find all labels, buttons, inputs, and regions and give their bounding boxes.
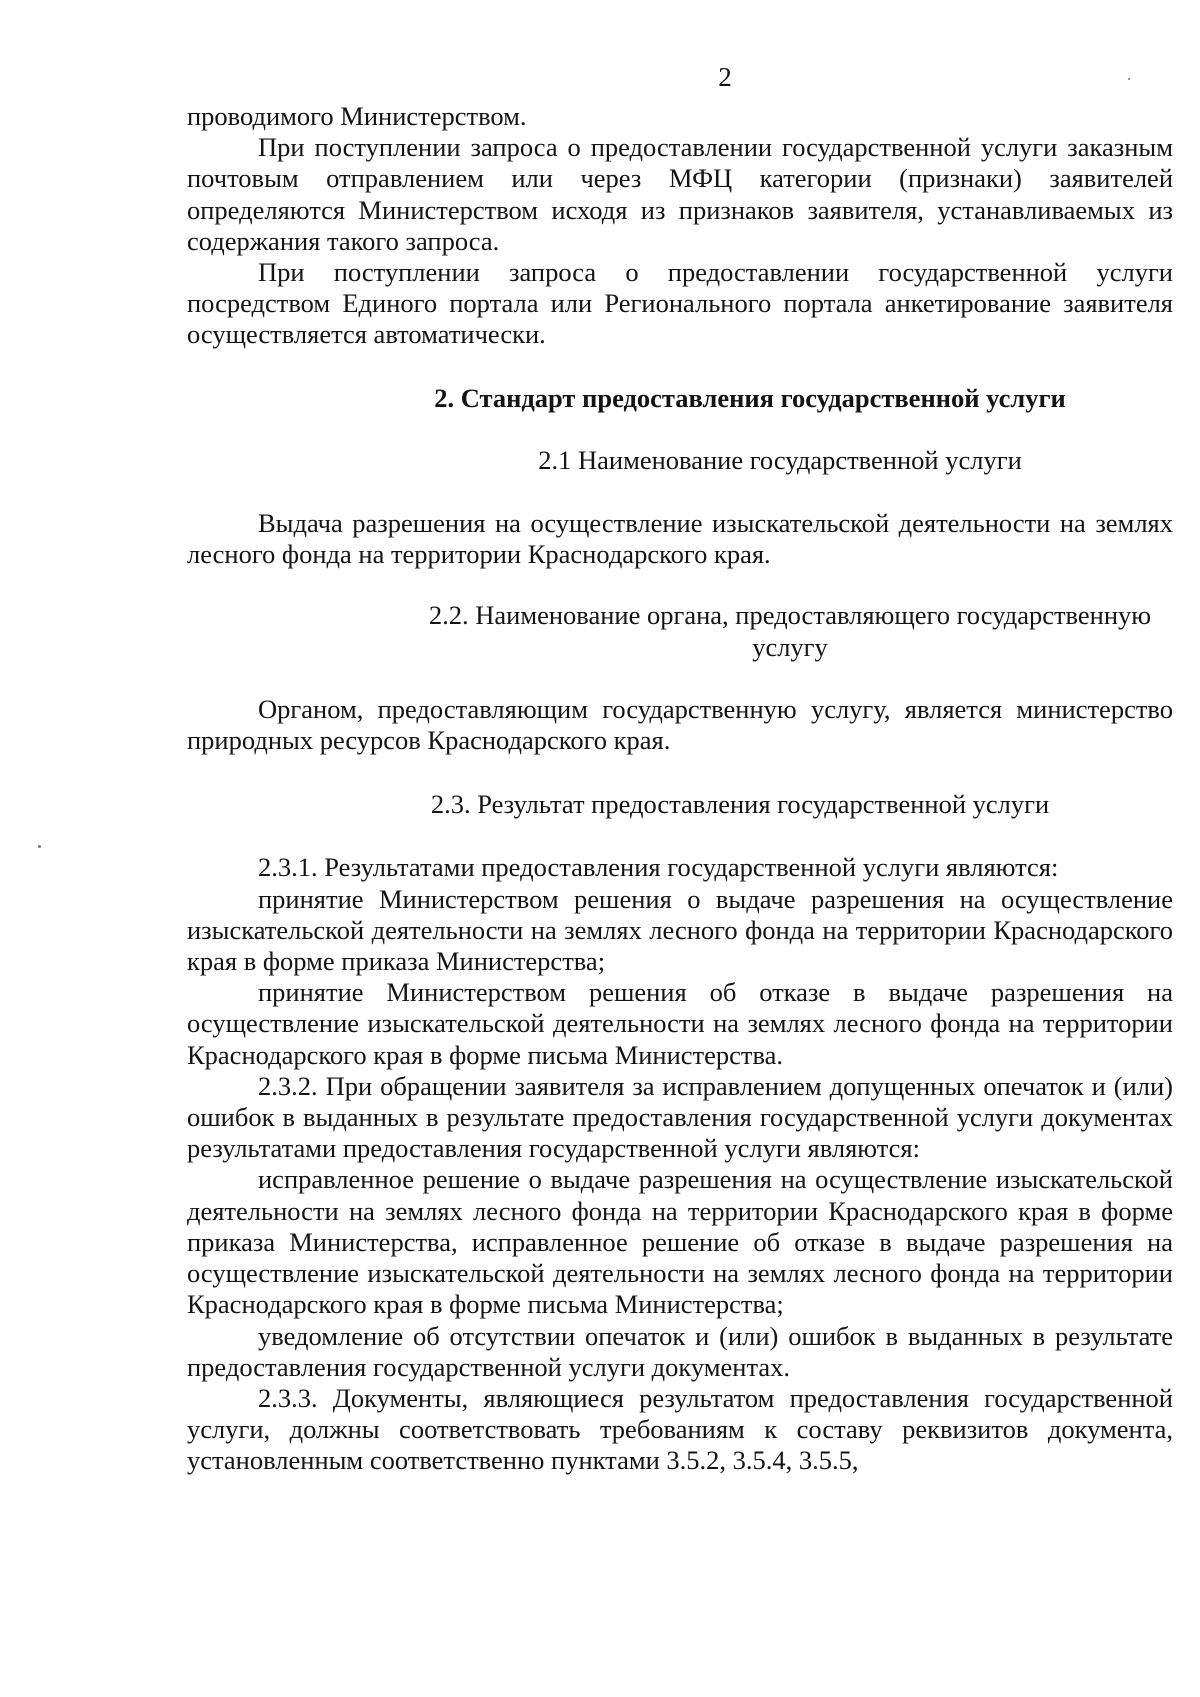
section-2-3-heading: 2.3. Результат предоставления государственной услуги — [430, 789, 1050, 820]
paragraph-2-3-2: 2.3.2. При обращении заявителя за исправлением допущенных опечаток и (или) ошибок в выданных в результате предоставления государственной услуги документах результатами предоставления государственной услуги являются: — [187, 1070, 1173, 1164]
document-page — [187, 62, 1173, 1477]
paragraph-2-3-2-item-corrected: исправленное решение о выдаче разрешения на осуществление изыскательской деятельности на землях лесного фонда на территории Краснодарского края в форме приказа Министерства, исправленное решение об отказе в выдаче разрешения на осуществление изыскательской деятельности на землях лесного фонда на территории Краснодарского края в форме письма Министерства; — [187, 1164, 1173, 1320]
paragraph-mail-request: При поступлении запроса о предоставлении государственной услуги заказным почтовым отправлением или через МФЦ категории (признаки) заявителей определяются Министерством исходя из признаков заявителя, устанавливаемых из содержания такого запроса. — [187, 132, 1173, 256]
section-2-2-text: Органом, предоставляющим государственную услугу, является министерство природных ресурсов Краснодарского края. — [187, 693, 1173, 756]
section-2-1-text: Выдача разрешения на осуществление изыскательской деятельности на землях лесного фонда на территории Краснодарского края. — [187, 508, 1173, 570]
paragraph-portal-request: При поступлении запроса о предоставлении государственной услуги посредством Единого портала или Регионального портала анкетирование заявителя осуществляется автоматически. — [187, 257, 1173, 350]
paragraph-2-3-1: 2.3.1. Результатами предоставления государственной услуги являются: — [258, 852, 1059, 883]
section-2-1-heading: 2.1 Наименование государственной услуги — [538, 444, 1022, 475]
paragraph-2-3-1-item-approval: принятие Министерством решения о выдаче разрешения на осуществление изыскательской деятельности на землях лесного фонда на территории Краснодарского края в форме приказа Министерства; — [187, 883, 1173, 977]
section-2-2-heading: 2.2. Наименование органа, предоставляющего государственную услугу — [428, 600, 1152, 662]
paragraph-2-3-1-item-refusal: принятие Министерством решения об отказе в выдаче разрешения на осуществление изыскательской деятельности на землях лесного фонда на территории Краснодарского края в форме письма Министерства. — [187, 977, 1173, 1070]
section-2-heading: 2. Стандарт предоставления государственной услуги — [434, 382, 1066, 413]
paragraph-2-3-2-item-notice: уведомление об отсутствии опечаток и (или) ошибок в выданных в результате предоставления государственной услуги документах. — [187, 1320, 1173, 1382]
paragraph-2-3-3: 2.3.3. Документы, являющиеся результатом предоставления государственной услуги, должны соответствовать требованиям к составу реквизитов документа, установленным соответственно пунктами 3.5.2, 3.5.4, 3.5.5, — [187, 1382, 1173, 1476]
scan-speck — [38, 845, 41, 848]
scan-speck — [1128, 78, 1130, 80]
page-number: 2 — [718, 62, 732, 92]
paragraph-continuation: проводимого Министерством. — [187, 101, 527, 131]
